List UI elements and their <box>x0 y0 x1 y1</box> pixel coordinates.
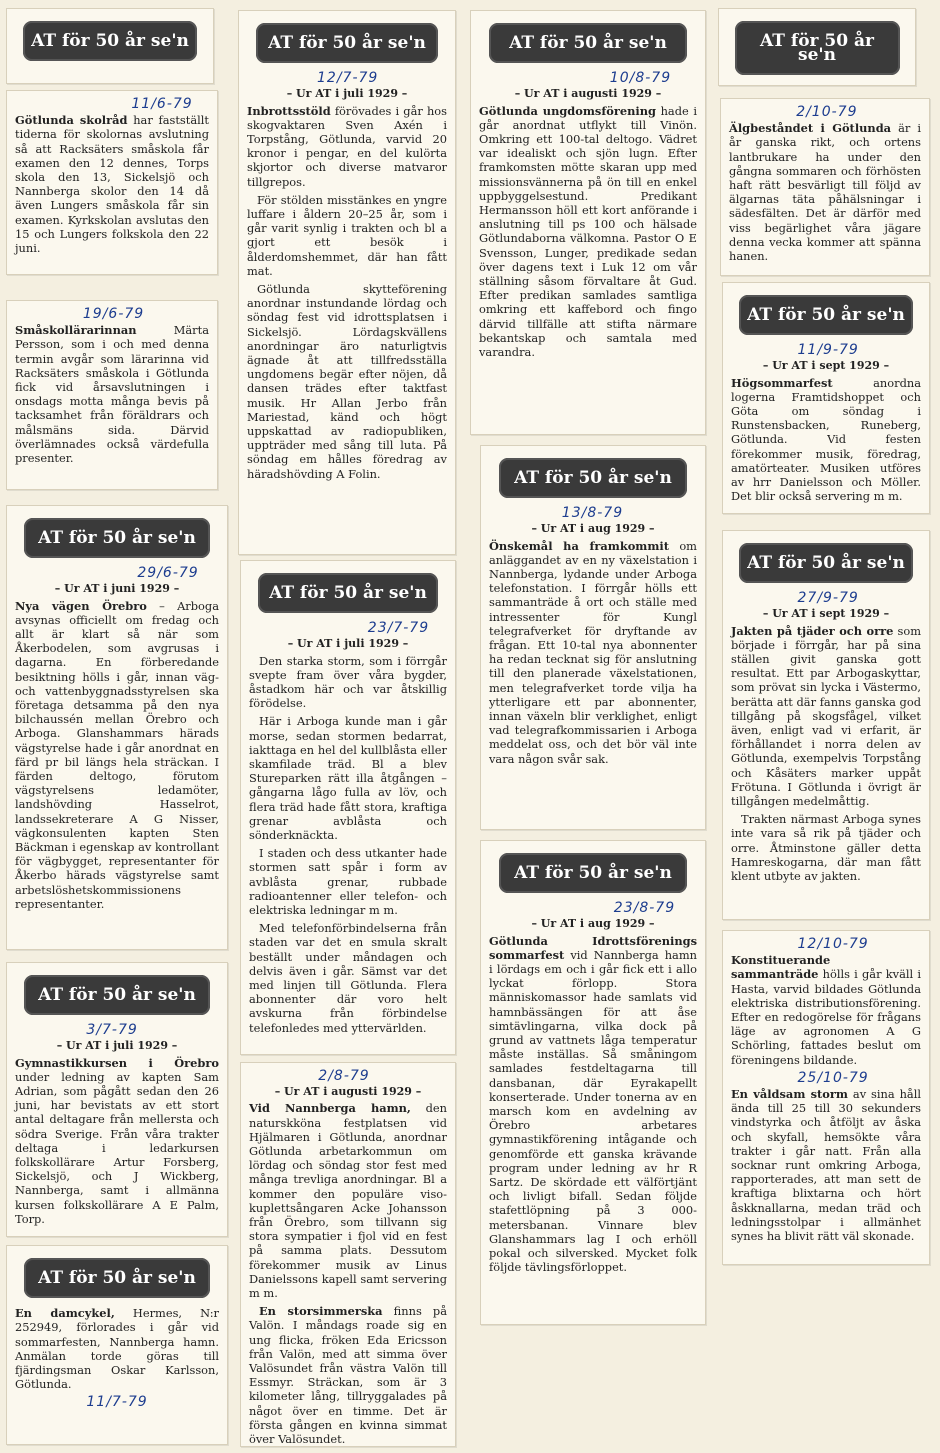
article-paragraph: Här i Arboga kunde man i går morse, sedan stormen bedarrat, iakttaga en hel del kullblåsta eller skamfilade träd. Bl a blev Stureparken rätt illa åtgången – gångarna lågo fulla av löv, och flera träd hade fått stora, kraftiga grenar avblåsta och sönderknäckta. <box>249 714 447 843</box>
article-paragraph: För stölden misstänkes en yngre luffare i åldern 20–25 år, som i går varit synlig i trakten och bl a gjort ett besök i ålderdomshemmet, där han fått mat. <box>247 192 447 278</box>
source-line: – Ur AT i aug 1929 – <box>531 917 655 931</box>
article-paragraph: Trakten närmast Arboga synes inte vara så rik på tjäder och orre. Åtminstone gäller detta Hamreskogarna, där man fått klent utbyte av jakten. <box>731 812 921 884</box>
article-lead: Götlunda ungdomsförening <box>479 103 656 118</box>
handwritten-date: 2/8-79 <box>318 1068 370 1084</box>
clipping-ungdomsforening <box>470 10 706 435</box>
clipping-damcykel <box>6 1245 228 1445</box>
clipping-storm <box>240 560 456 1055</box>
banner-title: AT för 50 år se'n <box>256 23 438 63</box>
source-line: – Ur AT i sept 1929 – <box>762 607 890 621</box>
article-body: Märta Persson, som i och med denna termin avgår som lärarinna vid Racksäters småskola i Götlunda fick vid årsavslutningen i onsdags motta många bevis på tacksamhet från föräldrars och målsmäns sida. Därvid överlämnades också värdefulla presenter. <box>15 323 209 466</box>
clipping-banner <box>6 8 214 84</box>
handwritten-date: 23/8-79 <box>613 900 676 917</box>
handwritten-date: 11/7-79 <box>86 1394 148 1411</box>
article-lead: Småskollärarinnan <box>15 323 137 338</box>
handwritten-date: 27/9-79 <box>797 590 859 607</box>
article-paragraph: Den starka storm, som i förrgår svepte fram över våra bygder, åstadkom här och var åtskillig förödelse. <box>249 653 447 711</box>
article-lead: Jakten på tjäder och orre <box>731 623 894 638</box>
source-line: – Ur AT i augusti 1929 – <box>514 87 662 101</box>
handwritten-date: 12/7-79 <box>317 70 379 87</box>
article-body: Hermes, N:r 252949, förlorades i går vid sommarfesten, Nannberga hamn. Anmälan torde göras till fjärdingsman Oskar Karlsson, Götlunda. <box>15 1306 219 1392</box>
clipping-idrottsforening <box>480 840 706 1325</box>
article-lead: En damcykel, <box>15 1306 115 1321</box>
clipping-jakten <box>722 530 930 920</box>
article-body: är i år ganska rikt, och ortens lantbrukare ha under den gångna sommaren och förhösten haft rätt besvärligt till följd av älgarnas täta påhälsningar i sädesfälten. Det är därför med viss begärlighet våra jägare denna vecka kommer att spänna hanen. <box>729 121 922 264</box>
article-text <box>15 1306 219 1391</box>
banner-title: AT för 50 år se'n <box>24 518 209 558</box>
banner-title: AT för 50 år se'n <box>24 975 209 1015</box>
article-lead: Vid Nannberga hamn, <box>249 1101 411 1116</box>
article-lead: Konstituerande sammanträde <box>731 953 831 982</box>
article-text <box>15 599 219 911</box>
article-lead: Gymnastikkursen i Örebro <box>15 1055 219 1070</box>
source-line: – Ur AT i juni 1929 – <box>54 582 180 596</box>
article-lead: Götlunda Idrottsförenings sommarfest <box>489 933 697 962</box>
article-body: om anläggandet av en ny växelstation i Nannberga, lydande under Arboga telefonstation. I förrgår hölls ett sammanträde å ort och ställe med intressenter för Kungl telegrafverket för dryftande av frågan. Ett 10-tal nya abonnenter ha redan tecknat sig för anslutning till den planerade växelstationen, men telegrafverket torde vilja ha ytterligare ett par abonnenter, innan växeln blir verklighet, enligt vad telegrafkommissarien i Arboga meddelat oss, och det bör väl inte vara någon svår sak. <box>489 538 697 766</box>
article-lead: En våldsam storm <box>731 1087 848 1102</box>
article-body: anordna logerna Framtidshoppet och Göta om söndag i Runstensbacken, Runeberg, Götlunda. Vid festen förekommer musik, föredrag, amatörteater. Musiken utföres av hrr Danielsson och Möller. Det blir också servering m m. <box>731 375 921 504</box>
clipping-gymnastikkursen <box>6 962 228 1237</box>
article-text <box>249 1304 447 1446</box>
article-text <box>479 104 697 360</box>
handwritten-date: 2/10-79 <box>796 104 858 120</box>
article-text <box>731 1087 921 1243</box>
banner-title: AT för 50 år se'n <box>24 1258 209 1298</box>
article-body: under ledning av kapten Sam Adrian, som pågått sedan den 26 juni, har bevistats av ett stort antal deltagare från mellersta och södra Sverige. Från våra trakter deltaga i ledarkursen folkskollärare Artur Forsberg, Sickelsjö, och J Wickberg, Nannberga, samt i allmänna kursen folkskollärare A E Palm, Torp. <box>15 1069 219 1226</box>
clipping-algbestandet <box>720 98 930 276</box>
clipping-hogsommarfest <box>722 282 930 514</box>
article-text <box>489 934 697 1275</box>
article-body: den naturskköna festplatsen vid Hjälmaren i Götlunda, anordnar Götlunda arbetarkommun om lördag och söndag stor fest med många trevliga anordningar. Bl a kommer den populäre viso- kuplettsångaren Acke Johansson från Örebro, som tillvann sig stora sympatier i fjol vid en fest på samma plats. Dessutom förekommer musik av Linus Danielssons kapell samt servering m m. <box>249 1101 447 1301</box>
article-text <box>731 376 921 504</box>
clipping-banner <box>718 8 916 86</box>
handwritten-date: 25/10-79 <box>797 1069 869 1086</box>
article-lead: En storsimmerska <box>259 1304 383 1319</box>
article-body: hölls i går kväll i Hasta, varvid bildades Götlunda elektriska distributionsförening. Efter en redogörelse för frågans läge av agronomen A G Schörling, fattades beslut om föreningens bildande. <box>731 967 921 1067</box>
source-line: – Ur AT i juli 1929 – <box>287 637 409 651</box>
source-line: – Ur AT i juli 1929 – <box>286 87 408 101</box>
handwritten-date: 11/6-79 <box>131 96 193 112</box>
article-lead: Götlunda skolråd <box>15 113 128 128</box>
handwritten-date: 10/8-79 <box>609 70 672 87</box>
article-body: som började i förrgår, har på sina ställen givit ganska gott resultat. Ett par Arbogaskyttar, som prövat sin lycka i Västermo, berätta att där fanns ganska god tillgång på skogsfågel, vilket även, enligt vad vi erfarit, är förhållandet i norra delen av Götlunda, exempelvis Torpstång och Kåsäters marker uppåt Frötuna. I Götlunda i övrigt är tillgången medelmåttig. <box>731 623 921 809</box>
banner-title: AT för 50 år se'n <box>739 295 913 335</box>
article-paragraph: Med telefonförbindelserna från staden var det en smula skralt beställt under måndagen och delvis även i går. Sämst var det med linjen till Götlunda. Flera abonnenter där voro helt avskurna från förbindelse telefonledes med yttervärlden. <box>249 921 447 1035</box>
banner-title: AT för 50 år se'n <box>23 21 197 61</box>
source-line: – Ur AT i sept 1929 – <box>762 359 890 373</box>
article-lead: Inbrottsstöld <box>247 103 331 118</box>
clipping-sammantrade-storm <box>722 930 930 1265</box>
clipping-vaxelstation <box>480 445 706 830</box>
article-text <box>729 121 921 263</box>
article-body: förövades i går hos skogvaktaren Sven Axén i Torpstång, Götlunda, varvid 20 kronor i pengar, en del kulörta skjortor och diverse matvaror tillgrepos. <box>247 103 447 189</box>
article-body: hade i går anordnat utflykt till Vinön. Omkring ett 100-tal deltogo. Vädret var idealiskt och sjön lugn. Efter framkomsten mötte skaran upp med missionsvännerna på ön till en enkel uppbyggelsestund. Predikant Hermansson höll ett kort anförande i anslutning till ps 100 och hälsade Götlundaborna välkomna. Pastor O E Svensson, Lunger, predikade sedan över dagens text i Luk 12 om vår ställning såsom förvaltare åt Gud. Efter predikan samlades samtliga omkring ett kaffebord och fingo därvid tillfälle att stifta närmare bekantskap och samtala med varandra. <box>479 103 697 360</box>
clipping-inbrottsstold <box>238 10 456 555</box>
article-text <box>249 1101 447 1300</box>
article-lead: Önskemål ha framkommit <box>489 538 670 553</box>
handwritten-date: 19/6-79 <box>82 306 145 322</box>
article-paragraph: I staden och dess utkanter hade stormen satt spår i form av avblåsta grenar, rubbade radioantenner eller telefon- och elektriska ledningar m m. <box>249 846 447 918</box>
article-text <box>489 539 697 766</box>
handwritten-date: 12/10-79 <box>797 936 869 952</box>
clipping-smaskollararinnan <box>6 300 218 490</box>
handwritten-date: 23/7-79 <box>367 620 430 637</box>
source-line: – Ur AT i augusti 1929 – <box>274 1085 422 1099</box>
article-text <box>247 104 447 189</box>
article-text <box>15 113 209 255</box>
article-body: – Arboga avsynas officiellt om fredag och allt är klart så när som Åkerbodelen, som avgrusas i dagarna. En förberedande besiktning hölls i går, innan väg- och vattenbyggnadsstyrelsen ska företaga detsamma på den nya bilchaussén mellan Örebro och Arboga. Glanshammars härads vägstyrelse hade i går anordnat en färd pr bil längs hela sträckan. I färden deltogo, förutom vägstyrelsens ledamöter, landshövding Hasselrot, landssekreterare A G Nisser, vägkonsulenten kapten Sten Bäckman i egenskap av kontrollant för vägbygget, representanter för Åkerbo härads vägstyrelse samt arbetslöshetskommissionens representanter. <box>15 598 219 911</box>
article-paragraph: Götlunda skytteförening anordnar instundande lördag och söndag fest vid idrottsplatsen i Sickelsjö. Lördagskvällens anordningar äro naturligtvis ägnade åt att tillfredsställa ungdomens begär efter nöjen, då dansen trädes efter taktfast musik. Hr Allan Jerbo från Mariestad, känd och högt uppskattad av radiopubliken, uppträder med sång till luta. På söndag em hålles föredrag av häradshövding A Folin. <box>247 282 447 481</box>
source-line: – Ur AT i juli 1929 – <box>56 1039 178 1053</box>
article-text <box>15 1056 219 1226</box>
banner-title: AT för 50 år se'n <box>739 543 913 583</box>
article-body: finns på Valön. I måndags roade sig en ung flicka, fröken Eda Ericsson från Valön, med att simma över Valösundet från västra Valön till Essmyr. Sträckan, som är 3 kilometer lång, tillryggalades på något över en timme. Det är första gången en kvinna simmat över Valösundet. <box>249 1304 448 1447</box>
banner-title: AT för 50 år se'n <box>258 573 438 613</box>
article-text <box>731 624 921 809</box>
article-text <box>15 323 209 465</box>
article-lead: Högsommarfest <box>731 375 833 390</box>
clipping-nannberga-hamn <box>240 1062 456 1447</box>
source-line: – Ur AT i aug 1929 – <box>531 522 655 536</box>
clipping-skolrad <box>6 90 218 275</box>
banner-title: AT för 50 år se'n <box>489 23 686 63</box>
handwritten-date: 29/6-79 <box>137 565 199 582</box>
article-body: vid Nannberga hamn i lördags em och i går fick ett i allo lyckat förlopp. Stora människomassor hade samlats vid hamnbässängen för att åse simtävlingarna, vilka dock på grund av vattnets låga temperatur måste inställas. Så småningom samlades festdeltagarna till dansbanan, där Eyrakapellt konserterade. Under tonerna av en marsch kom en avdelning av Örebro arbetares gymnastikförening intågande och genomförde ett ganska krävande program under ledning av hr R Sartz. De skördade ett välförtjänt och livligt bifall. Sedan följde stafettlöpning på 3 000-metersbanan. Vinnare blev Glanshammars lag I och erhöll pokal och silversked. Mycket folk följde tävlingsförloppet. <box>489 947 697 1275</box>
article-body: av sina håll ända till 25 till 30 sekunders vindstyrka och åtföljt av åska och skyfall, hemsökte våra trakter i går natt. Från alla socknar runt omkring Arboga, rapporterades, att man sett de kraftiga blixtarna och hört åskknallarna, medan träd och ledningsstolpar i allmänhet synes ha blivit rätt väl skonade. <box>731 1087 922 1244</box>
article-body: har fastställt tiderna för skolornas avslutning så att Racksäters småskola får examen den 12 dennes, Torps skola den 13, Sickelsjö och Nannberga skolor den 14 då även Lungers småskola får sin examen. Kyrkskolan avslutas den 15 och Lungers folkskola den 22 juni. <box>15 113 210 256</box>
banner-title: AT för 50 år se'n <box>499 853 688 893</box>
banner-title: AT för 50 år se'n <box>499 458 688 498</box>
article-lead: Nya vägen Örebro <box>15 598 147 613</box>
handwritten-date: 3/7-79 <box>86 1022 138 1039</box>
handwritten-date: 13/8-79 <box>561 505 624 522</box>
clipping-nya-vagen <box>6 505 228 950</box>
article-text <box>731 953 921 1067</box>
article-lead: Älgbeståndet i Götlunda <box>729 121 892 136</box>
banner-title: AT för 50 år se'n <box>735 21 900 75</box>
handwritten-date: 11/9-79 <box>797 342 859 359</box>
